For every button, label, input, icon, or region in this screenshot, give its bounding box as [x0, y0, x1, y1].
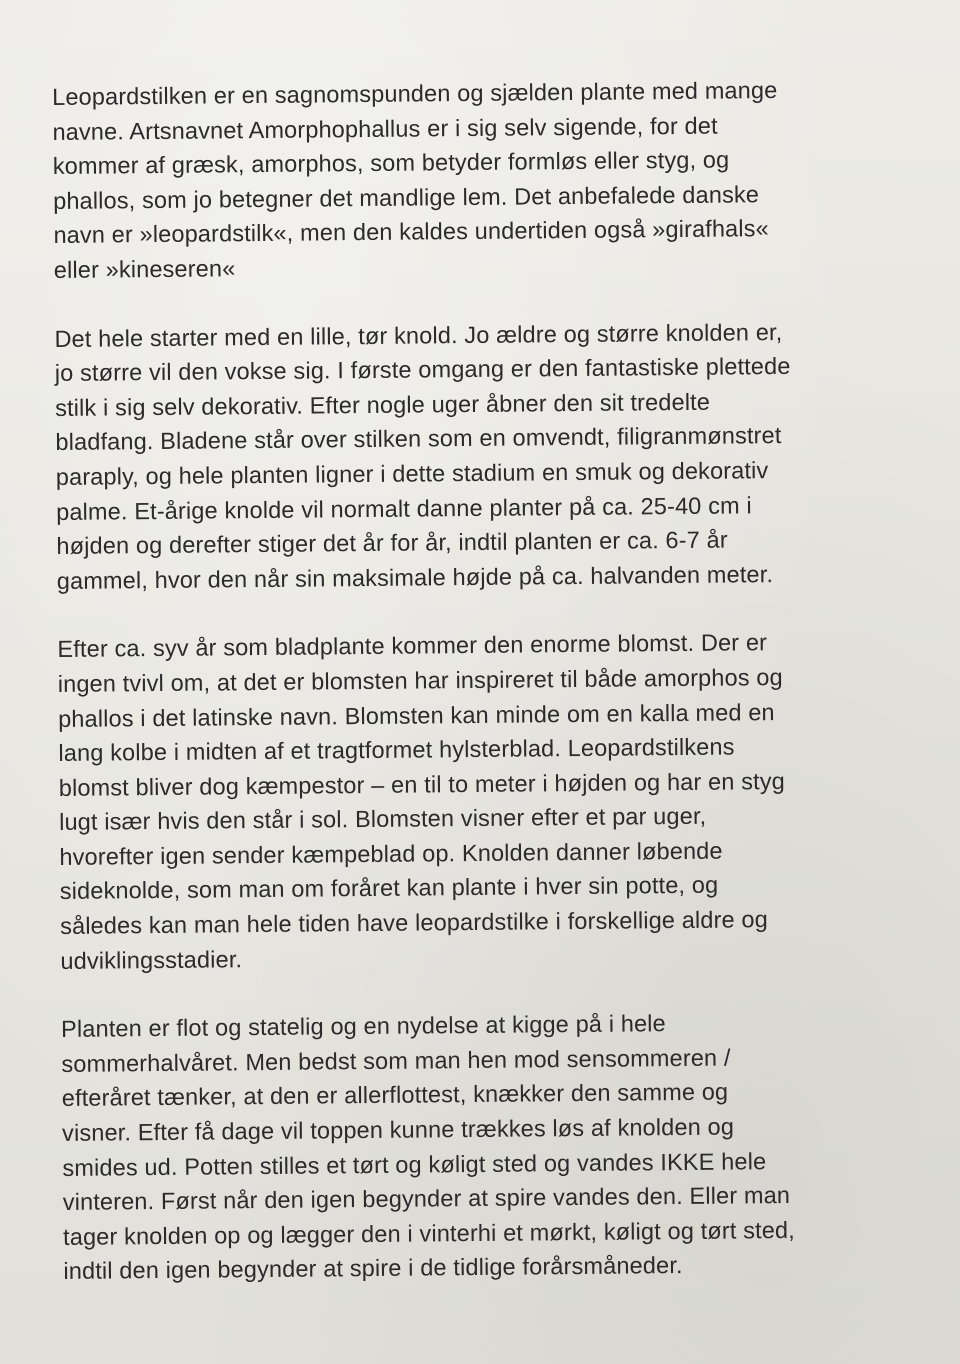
text-line: tager knolden op og lægger den i vinterhi et mørkt, køligt og tørt sted,	[62, 1216, 796, 1250]
text-line: sommerhalvåret. Men bedst som man hen mod sensommeren /	[61, 1044, 731, 1077]
text-line: navn er »leopardstilk«, men den kaldes undertiden også »girafhals«	[53, 215, 769, 249]
paragraph-growth	[54, 313, 925, 598]
text-line: sideknolde, som man om foråret kan plante i hver sin potte, og	[59, 872, 719, 905]
text-line: paraply, og hele planten ligner i dette stadium en smuk og dekorativ	[55, 457, 769, 490]
text-line: eller »kineseren«	[53, 255, 236, 283]
paragraph-flower	[57, 624, 928, 978]
text-line: phallos, som jo betegner det mandlige lem. Det anbefalede danske	[53, 181, 760, 214]
text-line: bladfang. Bladene står over stilken som en omvendt, filigranmønstret	[55, 422, 782, 456]
paragraph-intro	[52, 72, 922, 288]
text-line: Efter ca. syv år som bladplante kommer den enorme blomst. Der er	[57, 629, 768, 663]
text-line: udviklingsstadier.	[60, 945, 243, 974]
text-line: højden og derefter stiger det år for år, indtil planten er ca. 6-7 år	[56, 526, 728, 560]
text-line: phallos i det latinske navn. Blomsten kan minde om en kalla med en	[58, 698, 775, 732]
text-line: navne. Artsnavnet Amorphophallus er i sig selv sigende, for det	[52, 112, 718, 145]
text-line: jo større vil den vokse sig. I første omgang er den fantastiske plettede	[54, 353, 791, 387]
text-line: ingen tvivl om, at det er blomsten har inspireret til både amorphos og	[57, 663, 783, 697]
text-line: kommer af græsk, amorphos, som betyder formløs eller styg, og	[52, 146, 730, 180]
text-line: således kan man hele tiden have leopardstilke i forskellige aldre og	[59, 906, 769, 940]
text-line: stilk i sig selv dekorativ. Efter nogle uger åbner den sit tredelte	[55, 388, 711, 421]
text-line: smides ud. Potten stilles et tørt og køligt sted og vandes IKKE hele	[62, 1147, 767, 1181]
text-line: Planten er flot og statelig og en nydelse at kigge på i hele	[60, 1010, 666, 1043]
text-line: palme. Et-årige knolde vil normalt danne planter på ca. 25-40 cm i	[56, 491, 752, 525]
text-line: lang kolbe i midten af et tragtformet hylsterblad. Leopardstilkens	[58, 733, 735, 767]
text-line: efteråret tænker, at den er allerflottest, knækker den samme og	[61, 1078, 729, 1112]
text-line: gammel, hvor den når sin maksimale højde på ca. halvanden meter.	[56, 560, 774, 594]
paragraph-care	[61, 1004, 932, 1289]
text-line: Det hele starter med en lille, tør knold. Jo ældre og større knolden er,	[54, 318, 783, 352]
text-line: lugt især hvis den står i sol. Blomsten visner efter et par uger,	[59, 803, 707, 836]
text-line: hvorefter igen sender kæmpeblad op. Knolden danner løbende	[59, 837, 723, 870]
text-line: blomst bliver dog kæmpestor – en til to meter i højden og har en styg	[58, 767, 786, 801]
text-line: visner. Efter få dage vil toppen kunne trækkes løs af knolden og	[61, 1113, 735, 1146]
article-text	[52, 72, 932, 1323]
text-line: vinteren. Først når den igen begynder at spire vandes den. Eller man	[62, 1182, 791, 1216]
text-line: Leopardstilken er en sagnomspunden og sjælden plante med mange	[52, 77, 778, 110]
text-line: indtil den igen begynder at spire i de tidlige forårsmåneder.	[63, 1252, 683, 1285]
